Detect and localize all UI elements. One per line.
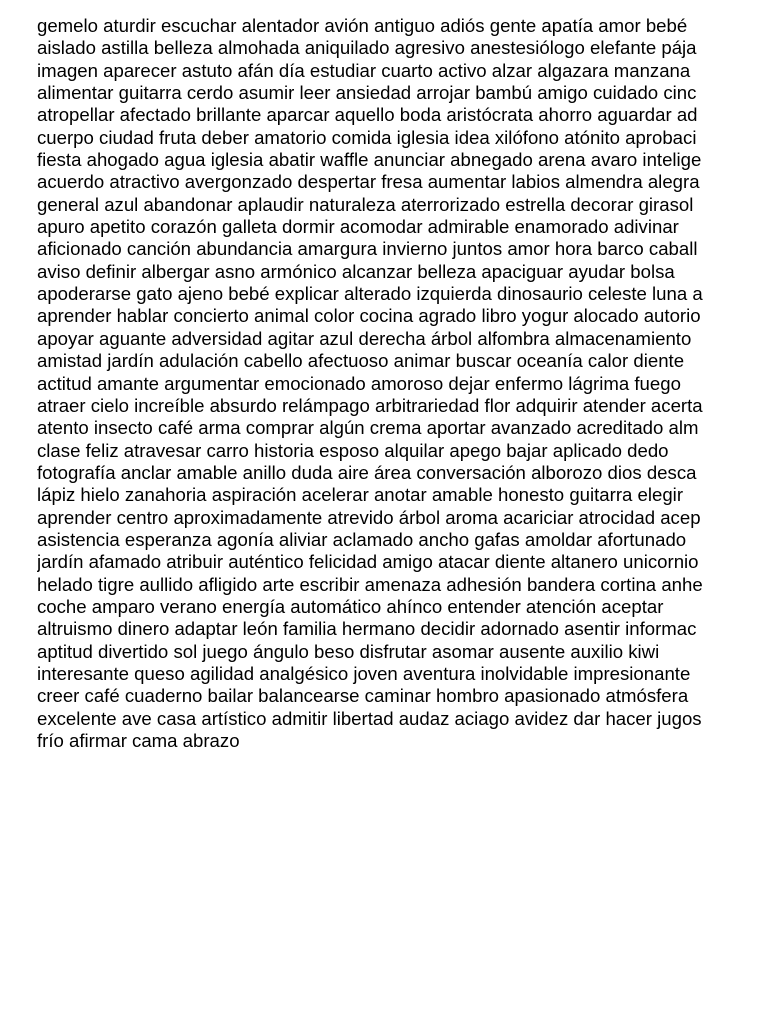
text-line-3: imagen aparecer astuto afán día estudiar cuarto activo alzar algazara manzana [37, 59, 691, 81]
text-line-20: clase feliz atravesar carro historia esposo alquilar apego bajar aplicado dedo [37, 439, 669, 461]
text-line-23: aprender centro aproximadamente atrevido árbol aroma acariciar atrocidad acep [37, 506, 701, 528]
text-line-18: atraer cielo increíble absurdo relámpago arbitrariedad flor adquirir atender acerta [37, 394, 703, 416]
text-line-1: gemelo aturdir escuchar alentador avión antiguo adiós gente apatía amor bebé [37, 15, 688, 36]
text-line-32: excelente ave casa artístico admitir libertad audaz aciago avidez dar hacer jugos [37, 707, 702, 729]
text-line-19: atento insecto café arma comprar algún crema aportar avanzado acreditado alm [37, 417, 699, 439]
text-line-30: interesante queso agilidad analgésico joven aventura inolvidable impresionante [37, 662, 691, 684]
text-line-13: apoderarse gato ajeno bebé explicar alterado izquierda dinosaurio celeste luna a [37, 283, 703, 305]
text-line-12: aviso definir albergar asno armónico alcanzar belleza apaciguar ayudar bolsa [37, 260, 675, 282]
text-line-28: altruismo dinero adaptar león familia hermano decidir adornado asentir informac [37, 618, 697, 640]
text-line-27: coche amparo verano energía automático ahínco entender atención aceptar [37, 595, 664, 617]
text-line-29: aptitud divertido sol juego ángulo beso disfrutar asomar ausente auxilio kiwi [37, 640, 660, 662]
text-line-4: alimentar guitarra cerdo asumir leer ansiedad arrojar bambú amigo cuidado cinc [37, 82, 697, 104]
text-line-17: actitud amante argumentar emocionado amoroso dejar enfermo lágrima fuego [37, 372, 681, 394]
text-line-2: aislado astilla belleza almohada aniquilado agresivo anestesiólogo elefante pája [37, 37, 697, 59]
text-line-8: acuerdo atractivo avergonzado despertar fresa aumentar labios almendra alegra [37, 171, 700, 193]
text-line-6: cuerpo ciudad fruta deber amatorio comida iglesia idea xilófono atónito aprobaci [37, 126, 697, 148]
text-line-15: apoyar aguante adversidad agitar azul derecha árbol alfombra almacenamiento [37, 327, 692, 349]
text-line-5: atropellar afectado brillante aparcar aquello boda aristócrata ahorro aguardar ad [37, 104, 698, 126]
text-line-10: apuro apetito corazón galleta dormir acomodar admirable enamorado adivinar [37, 216, 679, 238]
text-line-25: jardín afamado atribuir auténtico felicidad amigo atacar diente altanero unicornio [37, 551, 699, 573]
text-line-9: general azul abandonar aplaudir naturaleza aterrorizado estrella decorar girasol [37, 193, 694, 215]
text-line-7: fiesta ahogado agua iglesia abatir waffle anunciar abnegado arena avaro intelige [37, 149, 702, 171]
word-list-text [37, 15, 768, 752]
text-line-16: amistad jardín adulación cabello afectuoso animar buscar oceanía calor diente [37, 350, 685, 372]
text-line-11: aficionado canción abundancia amargura invierno juntos amor hora barco caball [37, 238, 698, 260]
text-line-33: frío afirmar cama abrazo [37, 730, 240, 751]
text-line-21: fotografía anclar amable anillo duda aire área conversación alborozo dios desca [37, 461, 697, 483]
text-line-24: asistencia esperanza agonía aliviar aclamado ancho gafas amoldar afortunado [37, 528, 687, 550]
text-line-14: aprender hablar concierto animal color cocina agrado libro yogur alocado autorio [37, 305, 701, 327]
text-line-26: helado tigre aullido afligido arte escribir amenaza adhesión bandera cortina anhe [37, 573, 703, 595]
text-line-31: creer café cuaderno bailar balancearse caminar hombro apasionado atmósfera [37, 685, 689, 707]
text-line-22: lápiz hielo zanahoria aspiración acelerar anotar amable honesto guitarra elegir [37, 484, 684, 506]
